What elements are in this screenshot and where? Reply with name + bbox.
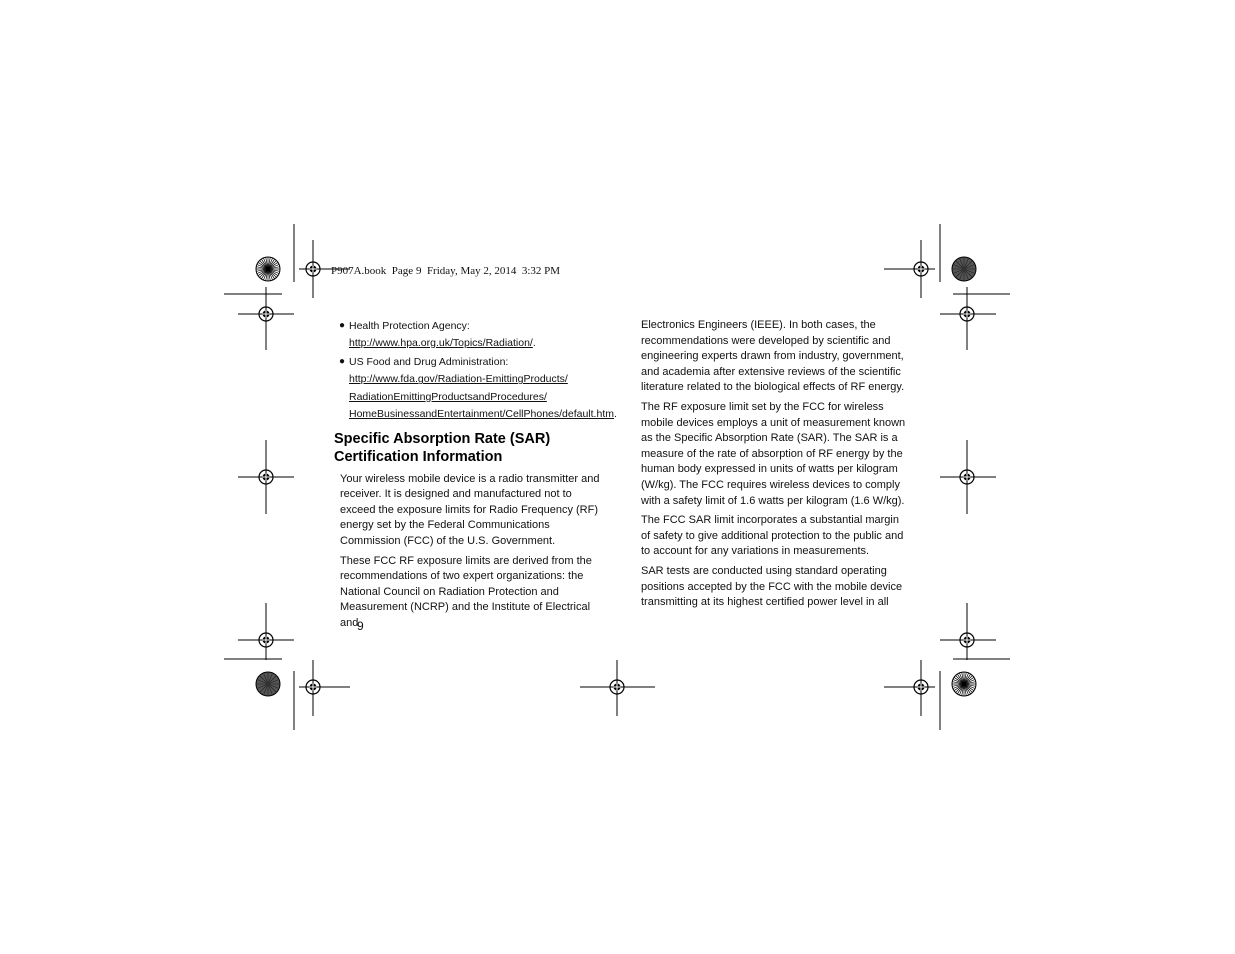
paragraph: The FCC SAR limit incorporates a substantial margin of safety to give additional protection to the public and to account for any variations in measurements. (641, 514, 904, 558)
page-number: 9 (357, 619, 364, 633)
paragraph: The RF exposure limit set by the FCC for wireless mobile devices employs a unit of measurement known as the Specific Absorption Rate (SAR). The SAR is a measure of the rate of absorption of RF energy by the human body expressed in units of watts per kilogram (W/kg). The FCC requires wireless devices to comply with a safety limit of 1.6 watts per kilogram (1.6 W/kg). (641, 400, 906, 507)
fda-link-part-1[interactable]: http://www.fda.gov/Radiation-EmittingProducts/ (349, 373, 568, 386)
link-line (349, 335, 609, 352)
left-column (334, 318, 617, 636)
paragraph: SAR tests are conducted using standard operating positions accepted by the FCC with the mobile device transmitting at its highest certified power level in all (641, 564, 903, 609)
bullet-label: US Food and Drug Administration: (349, 356, 509, 369)
paragraph: Your wireless mobile device is a radio transmitter and receiver. It is designed and manufactured not to exceed the exposure limits for Radio Frequency (RF) energy set by the Federal Communications Commission (FCC) of the U.S. Government. (340, 472, 600, 547)
link-trailing: . (532, 337, 536, 349)
fda-link-part-2[interactable]: RadiationEmittingProductsandProcedures/ (349, 390, 547, 403)
print-slug: P907A.book Page 9 Friday, May 2, 2014 3:32 PM (331, 265, 561, 277)
list-item (334, 318, 609, 352)
right-column (641, 318, 911, 615)
printer-starburst-icon (256, 257, 280, 281)
heading-line-1: Specific Absorption Rate (SAR) (334, 430, 551, 447)
bullet-icon: ● (339, 356, 346, 368)
paragraph: These FCC RF exposure limits are derived from the recommendations of two expert organizations: the National Council on Radiation Protection and Measurement (NCRP) and the Institute of Electrical and (340, 554, 592, 629)
heading-line-2: Certification Information (334, 448, 503, 465)
paragraph: Electronics Engineers (IEEE). In both cases, the recommendations were developed by scientific and engineering experts drawn from industry, government, and academia after extensive reviews of the scientific literature related to the biological effects of RF energy. (641, 319, 905, 394)
registration-mark-icon (306, 262, 320, 276)
section-heading (334, 430, 609, 466)
list-item (334, 354, 617, 423)
link-line (349, 371, 609, 388)
link-line (349, 389, 609, 406)
bullet-icon: ● (339, 320, 346, 331)
link-trailing: . (613, 408, 617, 421)
fda-link-part-3[interactable]: HomeBusinessandEntertainment/CellPhones/default.htm (349, 408, 614, 421)
link-line (349, 406, 617, 423)
hpa-link[interactable]: http://www.hpa.org.uk/Topics/Radiation/ (349, 337, 533, 349)
bullet-label: Health Protection Agency: (349, 320, 470, 332)
